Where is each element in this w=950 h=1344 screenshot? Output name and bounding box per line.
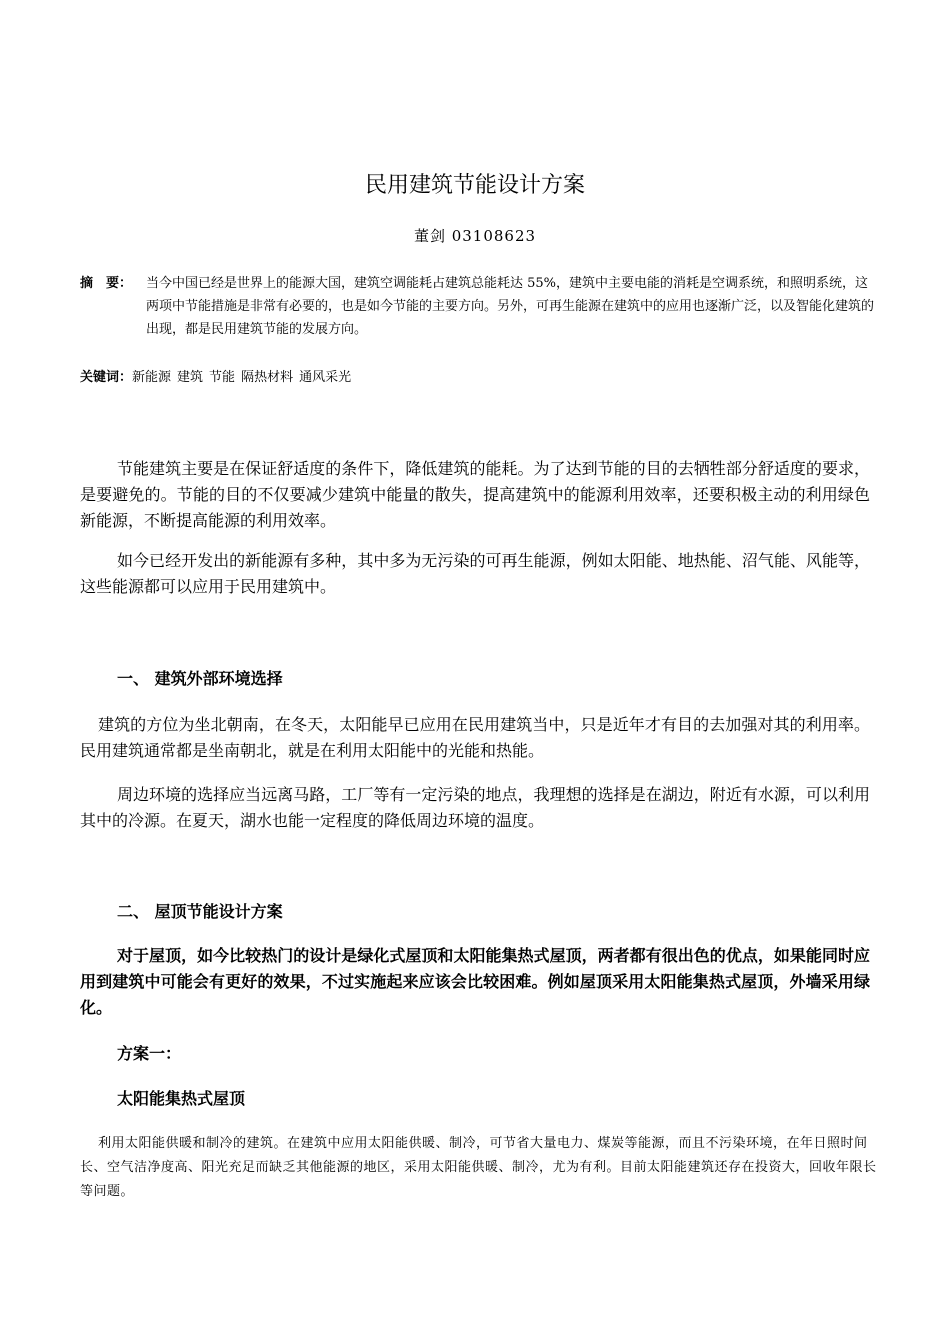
section-1-paragraph-1: 建筑的方位为坐北朝南，在冬天，太阳能早已应用在民用建筑当中，只是近年才有目的去加强对其的利用率。民用建筑通常都是坐南朝北，就是在利用太阳能中的光能和热能。 [80,715,870,760]
keyword: 节能 [209,370,236,385]
section-1-paragraph-2: 周边环境的选择应当远离马路，工厂等有一定污染的地点，我理想的选择是在湖边，附近有水源，可以利用其中的冷源。在夏天，湖水也能一定程度的降低周边环境的温度。 [80,785,870,830]
scheme-1-label: 方案一： [117,1044,182,1063]
intro-paragraph-1: 节能建筑主要是在保证舒适度的条件下，降低建筑的能耗。为了达到节能的目的去牺牲部分舒适度的要求，是要避免的。节能的目的不仅要减少建筑中能量的散失，提高建筑中的能源利用效率，还要积极主动的利用绿色新能源，不断提高能源的利用效率。 [80,459,870,530]
abstract-block [80,272,880,341]
keyword: 建筑 [177,370,204,385]
abstract-label: 摘 要： [80,276,133,291]
keywords-label: 关键词： [80,370,133,385]
keyword: 隔热材料 [241,370,294,385]
keyword: 通风采光 [299,370,352,385]
section-2-paragraph-1: 对于屋顶，如今比较热门的设计是绿化式屋顶和太阳能集热式屋顶，两者都有很出色的优点，如果能同时应用到建筑中可能会有更好的效果，不过实施起来应该会比较困难。例如屋顶采用太阳能集热式屋顶，外墙采用绿化。 [80,946,870,1017]
abstract-text: 当今中国已经是世界上的能源大国，建筑空调能耗占建筑总能耗达 55%，建筑中主要电能的消耗是空调系统，和照明系统，这两项中节能措施是非常有必要的，也是如今节能的主要方向。另外，可再生能源在建筑中的应用也逐渐广泛，以及智能化建筑的出现，都是民用建筑节能的发展方向。 [146,276,875,337]
author-line: 董剑 03108623 [413,227,537,245]
keyword: 新能源 [132,370,172,385]
keywords-block [80,368,880,388]
document-title: 民用建筑节能设计方案 [364,173,585,198]
section-1-heading: 一、 建筑外部环境选择 [117,669,283,688]
scheme-1-text: 利用太阳能供暖和制冷的建筑。在建筑中应用太阳能供暖、制冷，可节省大量电力、煤炭等能源，而且不污染环境，在年日照时间长、空气洁净度高、阳光充足而缺乏其他能源的地区，采用太阳能供暖、制冷，尤为有利。目前太阳能建筑还存在投资大，回收年限长等问题。 [80,1136,877,1199]
intro-paragraph-2: 如今已经开发出的新能源有多种，其中多为无污染的可再生能源，例如太阳能、地热能、沼气能、风能等，这些能源都可以应用于民用建筑中。 [80,551,870,596]
section-2-heading: 二、 屋顶节能设计方案 [117,902,283,921]
scheme-1-title: 太阳能集热式屋顶 [117,1089,246,1108]
